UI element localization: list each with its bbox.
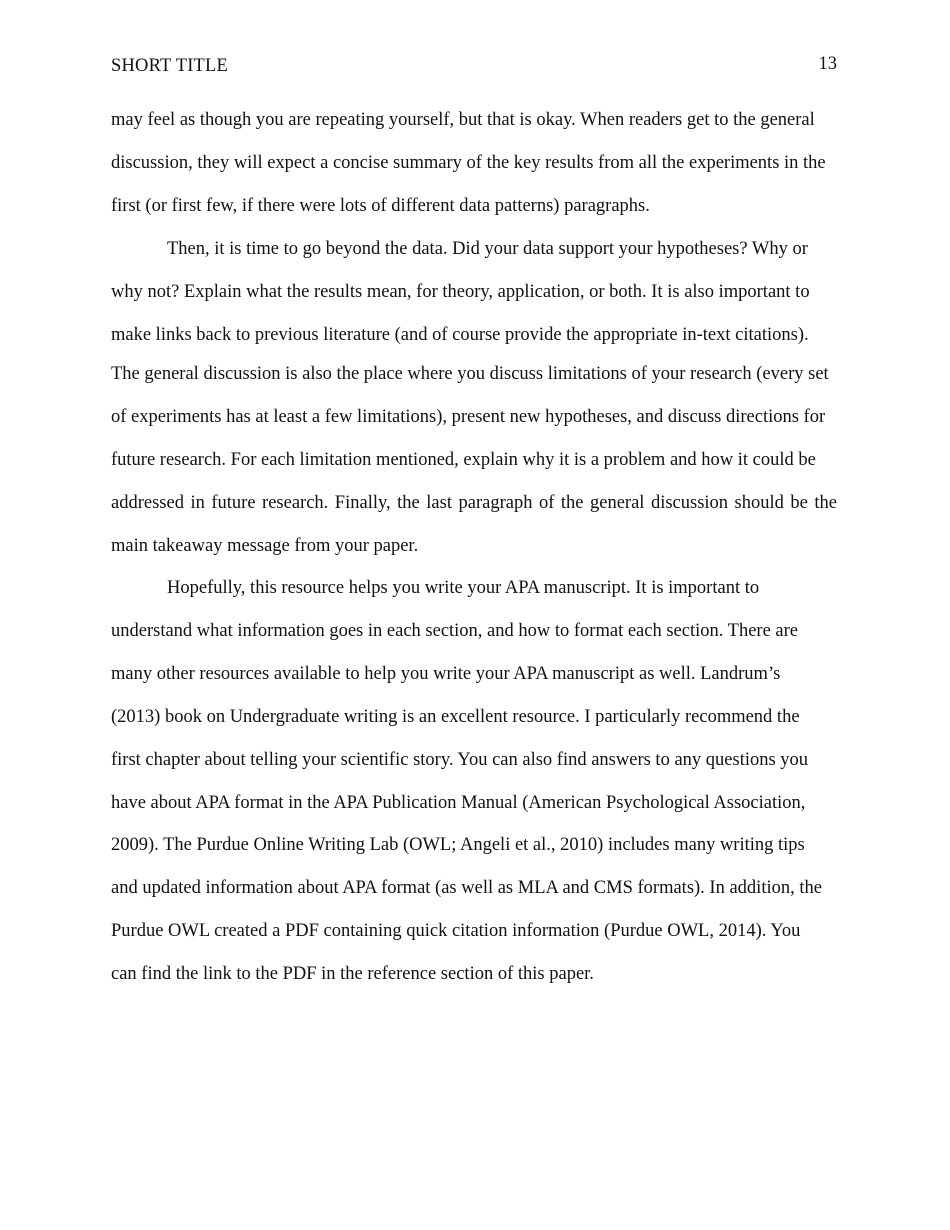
body-line-21: can find the link to the PDF in the reference section of this paper. (111, 964, 594, 984)
running-head: SHORT TITLE (111, 56, 229, 76)
body-line-7: The general discussion is also the place where you discuss limitations of your research (every set (111, 364, 829, 384)
body-line-15: (2013) book on Undergraduate writing is an excellent resource. I particularly recommend the (111, 707, 800, 727)
body-line-10: addressed in future research. Finally, the last paragraph of the general discussion should be the (111, 493, 837, 513)
body-line-20: Purdue OWL created a PDF containing quick citation information (Purdue OWL, 2014). You (111, 921, 801, 941)
body-line-14: many other resources available to help you write your APA manuscript as well. Landrum’s (111, 664, 781, 684)
body-line-17: have about APA format in the APA Publication Manual (American Psychological Association, (111, 793, 806, 813)
body-line-9: future research. For each limitation mentioned, explain why it is a problem and how it could be (111, 450, 816, 470)
paragraph-3-first-line: Hopefully, this resource helps you write your APA manuscript. It is important to (167, 578, 760, 598)
body-line-6: make links back to previous literature (and of course provide the appropriate in-text citations). (111, 325, 809, 345)
body-line-19: and updated information about APA format (as well as MLA and CMS formats). In addition, the (111, 878, 822, 898)
body-line-1: may feel as though you are repeating yourself, but that is okay. When readers get to the general (111, 110, 815, 130)
body-line-16: first chapter about telling your scientific story. You can also find answers to any questions you (111, 750, 809, 770)
body-line-5: why not? Explain what the results mean, for theory, application, or both. It is also important to (111, 282, 810, 302)
body-line-2: discussion, they will expect a concise summary of the key results from all the experiments in the (111, 153, 826, 173)
paragraph-2-first-line: Then, it is time to go beyond the data. Did your data support your hypotheses? Why or (167, 239, 808, 259)
body-line-13: understand what information goes in each section, and how to format each section. There are (111, 621, 799, 641)
body-line-8: of experiments has at least a few limitations), present new hypotheses, and discuss directions for (111, 407, 826, 427)
body-line-3: first (or first few, if there were lots of different data patterns) paragraphs. (111, 196, 650, 216)
body-line-11: main takeaway message from your paper. (111, 536, 419, 556)
page-number: 13 (818, 54, 837, 74)
body-line-18: 2009). The Purdue Online Writing Lab (OWL; Angeli et al., 2010) includes many writing tips (111, 835, 805, 855)
